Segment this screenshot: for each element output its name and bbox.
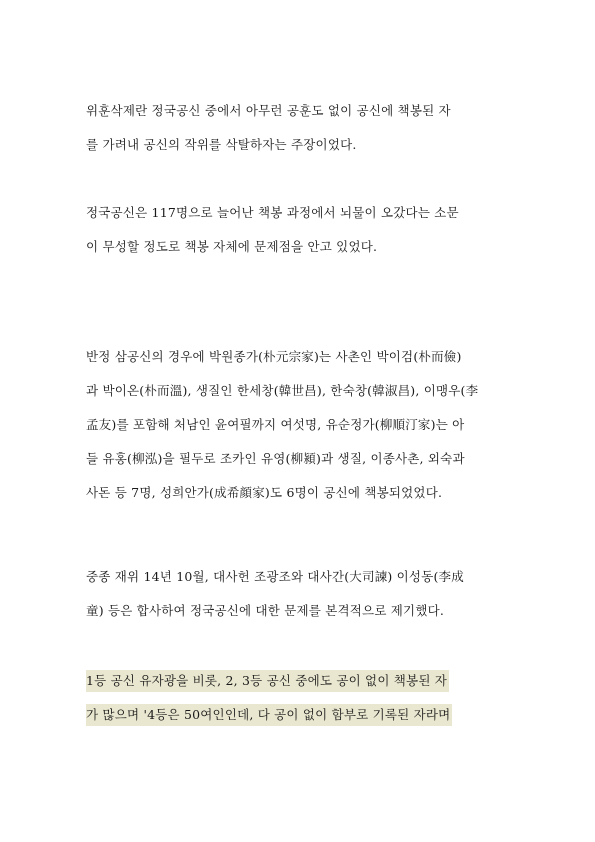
highlighted-line [86, 664, 526, 698]
text-line: 위훈삭제란 정국공신 중에서 아무런 공훈도 없이 공신에 책봉된 자 [86, 103, 451, 118]
paragraph-banjeong-samgongsin [86, 340, 526, 510]
text-line: 반정 삼공신의 경우에 박원종가(朴元宗家)는 사촌인 박이검(朴而儉) [86, 349, 462, 364]
text-line: 童) 등은 합사하여 정국공신에 대한 문제를 본격적으로 제기했다. [86, 603, 445, 618]
text-highlight: 가 많으며 '4등은 50여인인데, 다 공이 없이 함부로 기록된 자라며 [86, 704, 452, 726]
text-highlight: 1등 공신 유자광을 비롯, 2, 3등 공신 중에도 공이 없이 책봉된 자 [86, 670, 449, 692]
text-line: 과 박이온(朴而溫), 생질인 한세창(韓世昌), 한숙창(韓淑昌), 이맹우(李 [86, 383, 479, 398]
paragraph-highlighted-quote [86, 664, 526, 732]
text-line: 사돈 등 7명, 성희안가(成希顔家)도 6명이 공신에 책봉되었었다. [86, 485, 443, 500]
paragraph-jungjong-14-year [86, 560, 526, 628]
text-line: 중종 재위 14년 10월, 대사헌 조광조와 대사간(大司諫) 이성동(李成 [86, 569, 464, 584]
text-line: 들 유홍(柳泓)을 필두로 조카인 유영(柳潁)과 생질, 이종사촌, 외숙과 [86, 451, 465, 466]
text-line: 이 무성할 정도로 책봉 자체에 문제점을 안고 있었다. [86, 239, 378, 254]
text-line: 를 가려내 공신의 작위를 삭탈하자는 주장이었다. [86, 137, 357, 152]
text-line: 정국공신은 117명으로 늘어난 책봉 과정에서 뇌물이 오갔다는 소문 [86, 205, 459, 220]
highlighted-line [86, 698, 526, 732]
paragraph-jeongguk-gongsin-problem [86, 196, 526, 264]
paragraph-wihun-definition [86, 94, 526, 162]
text-line: 孟友)를 포함해 처남인 윤여필까지 여섯명, 유순정가(柳順汀家)는 아 [86, 417, 465, 432]
